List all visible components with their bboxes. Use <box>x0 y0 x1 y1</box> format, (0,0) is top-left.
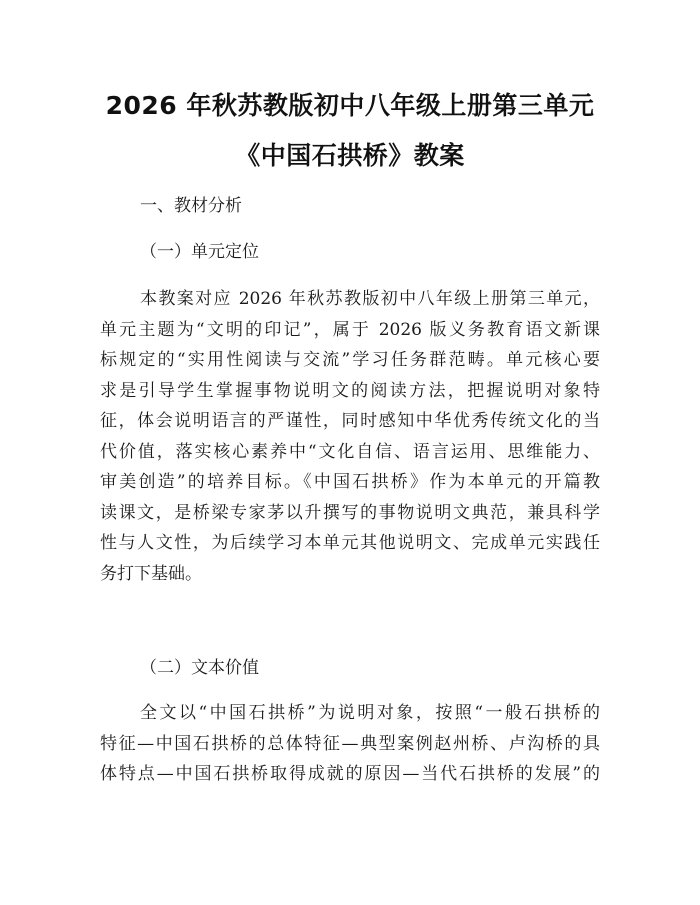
paragraph-line: 征，体会说明语言的严谨性，同时感知中华优秀传统文化的当 <box>100 411 600 431</box>
paragraph-line: 务打下基础。 <box>100 563 202 584</box>
paragraph-line: 审美创造”的培养目标。《中国石拱桥》作为本单元的开篇教 <box>100 472 600 492</box>
paragraph-line: 特征—中国石拱桥的总体特征—典型案例赵州桥、卢沟桥的具 <box>100 733 600 754</box>
document-title-line-1: 2026 年秋苏教版初中八年级上册第三单元 <box>105 91 595 120</box>
paragraph-line: 全文以“中国石拱桥”为说明对象，按照“一般石拱桥的 <box>140 703 600 723</box>
document-title-line-2: 《中国石拱桥》教案 <box>235 141 465 170</box>
subsection-heading-text-value: （二）文本价值 <box>140 658 259 678</box>
paragraph-line: 代价值，落实核心素养中“文化自信、语言运用、思维能力、 <box>100 441 600 462</box>
subsection-heading-unit-positioning: （一）单元定位 <box>140 242 259 262</box>
paragraph-line: 标规定的“实用性阅读与交流”学习任务群范畴。单元核心要 <box>100 350 600 370</box>
paragraph-line: 求是引导学生掌握事物说明文的阅读方法，把握说明对象特 <box>100 380 600 401</box>
paragraph-text-value <box>100 698 600 790</box>
section-heading-teaching-material-analysis: 一、教材分析 <box>140 196 242 216</box>
paragraph-line: 单元主题为“文明的印记”，属于 2026 版义务教育语文新课 <box>100 319 600 340</box>
paragraph-unit-positioning <box>100 284 600 589</box>
paragraph-line: 体特点—中国石拱桥取得成就的原因—当代石拱桥的发展”的 <box>100 764 600 784</box>
paragraph-line: 性与人文性，为后续学习本单元其他说明文、完成单元实践任 <box>100 533 600 553</box>
paragraph-line: 读课文，是桥梁专家茅以升撰写的事物说明文典范，兼具科学 <box>100 502 600 523</box>
paragraph-line: 本教案对应 2026 年秋苏教版初中八年级上册第三单元， <box>140 289 600 309</box>
